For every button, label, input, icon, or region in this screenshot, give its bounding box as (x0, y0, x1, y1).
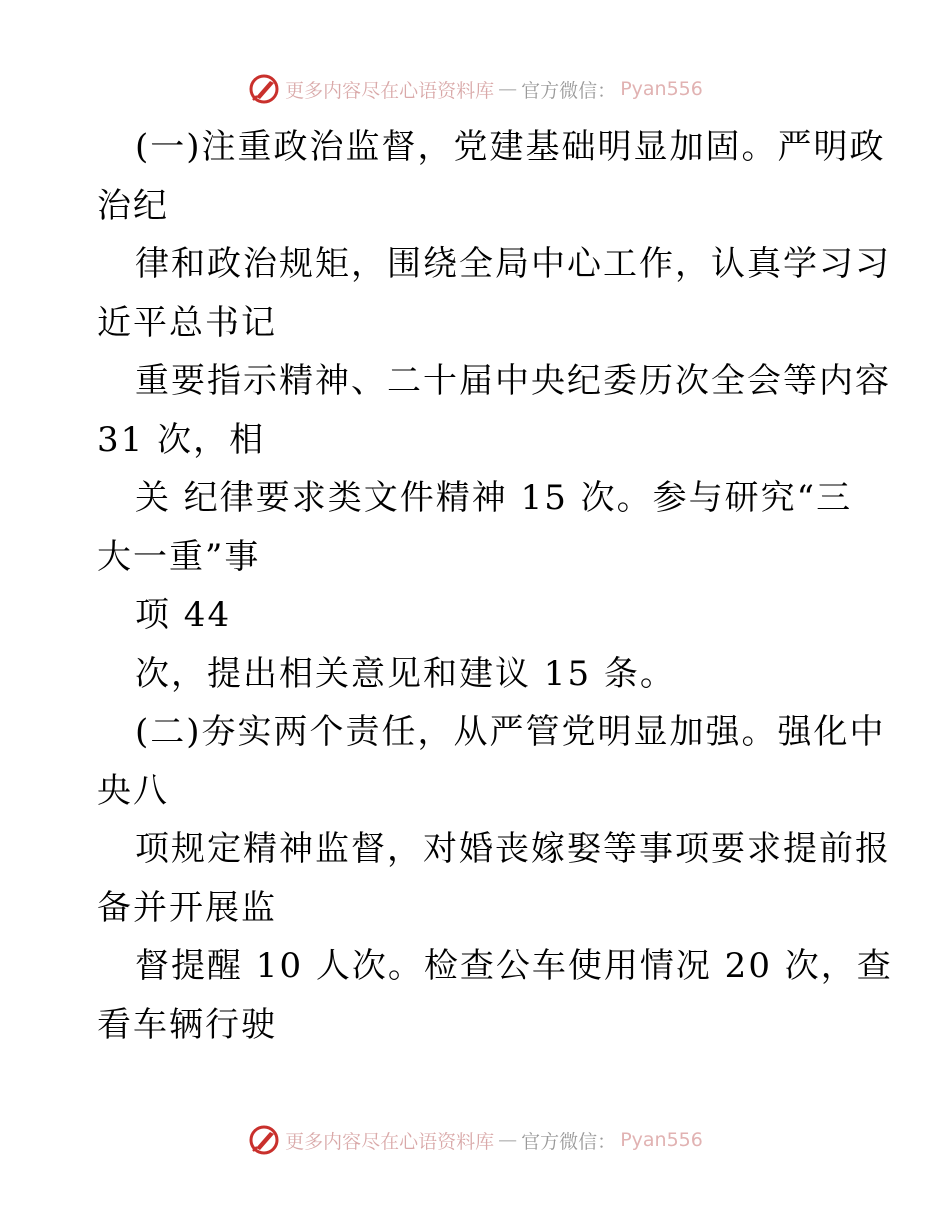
text-line: (二)夯实两个责任，从严管党明显加强。强化中 (135, 712, 886, 752)
watermark-official-label: 官方微信： (521, 1130, 617, 1153)
watermark-wechat-id: Pyan556 (620, 1129, 703, 1151)
watermark-dash: — (498, 78, 518, 100)
text-line: 项 44 (135, 595, 232, 635)
document-body (97, 118, 893, 1054)
text-line: 央八 (97, 770, 169, 811)
text-line: 治纪 (97, 185, 169, 226)
text-line: 关 纪律要求类文件精神 15 次。参与研究“三 (135, 478, 853, 518)
text-line: 31 次，相 (97, 419, 266, 460)
text-line: 项规定精神监督，对婚丧嫁娶等事项要求提前报 (135, 829, 891, 869)
footer-watermark (0, 1123, 950, 1157)
text-line: 看车辆行驶 (97, 1004, 277, 1045)
text-line: 次，提出相关意见和建议 15 条。 (135, 653, 676, 694)
text-line: 近平总书记 (97, 302, 277, 343)
pen-logo-icon (247, 1123, 281, 1157)
text-line: 律和政治规矩，围绕全局中心工作，认真学习习 (135, 244, 891, 284)
watermark-wechat-id: Pyan556 (620, 78, 703, 100)
text-line: 备并开展监 (97, 887, 277, 928)
watermark-dash: — (498, 1129, 518, 1151)
text-line: 督提醒 10 人次。检查公车使用情况 20 次，查 (135, 946, 893, 986)
text-line: 大一重”事 (97, 536, 261, 577)
text-line: (一)注重政治监督，党建基础明显加固。严明政 (135, 127, 886, 167)
watermark-brand: 更多内容尽在心语资料库 (285, 79, 495, 102)
pen-logo-icon (247, 72, 281, 106)
watermark-official-label: 官方微信： (521, 79, 617, 102)
watermark-brand: 更多内容尽在心语资料库 (285, 1130, 495, 1153)
text-line: 重要指示精神、二十届中央纪委历次全会等内容 (135, 361, 891, 401)
header-watermark (0, 72, 950, 106)
